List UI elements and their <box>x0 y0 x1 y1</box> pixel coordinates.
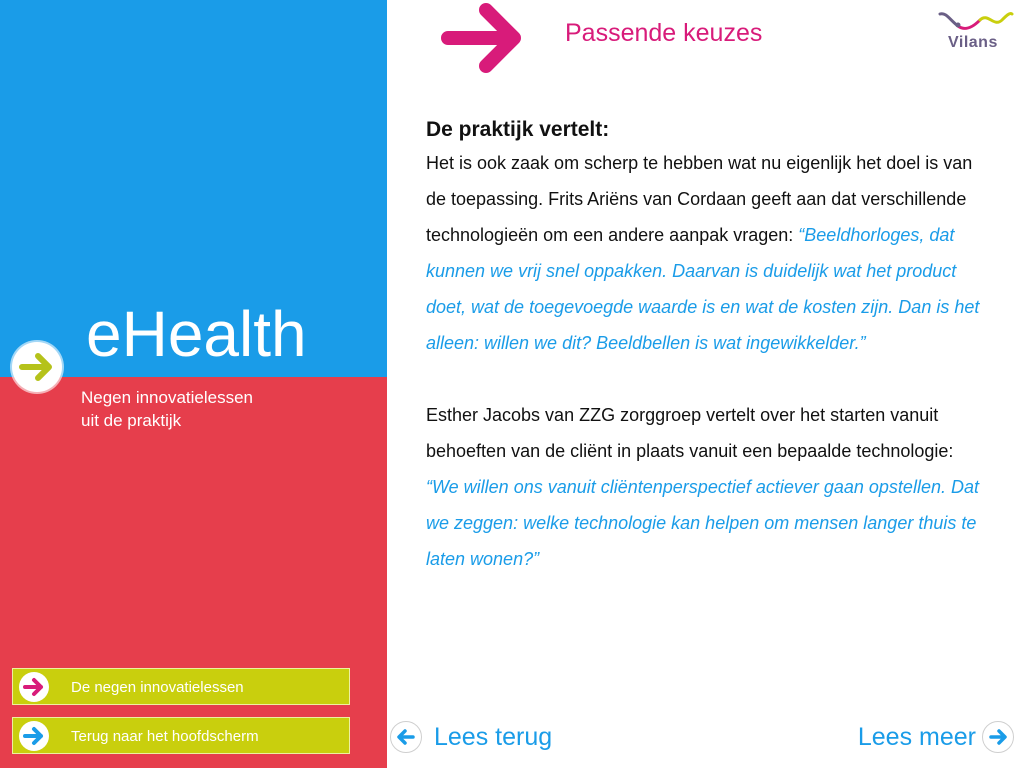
brand-subtitle-line2: uit de praktijk <box>81 411 182 430</box>
nav-innovation-lessons-button[interactable] <box>12 668 350 705</box>
arrow-left-icon <box>390 721 422 753</box>
green-arrow-right-icon <box>12 342 62 392</box>
page-title: Passende keuzes <box>565 19 763 47</box>
brand-subtitle-line1: Negen innovatielessen <box>81 388 254 407</box>
brand-title: eHealth <box>86 298 307 370</box>
nav-innovation-lessons-label: De negen innovatielessen <box>71 679 244 696</box>
read-more-button[interactable] <box>858 719 1014 754</box>
read-more-label: Lees meer <box>857 723 976 752</box>
sidebar-bottom-panel <box>0 377 387 768</box>
paragraph-1-text: Het is ook zaak om scherp te hebben wat nu eigenlijk het doel is van de toepassing. Frits Ariëns van Cordaan geeft aan dat verschillende technologieën om een andere aanpak vragen: <box>426 153 973 245</box>
nav-home-button[interactable] <box>12 717 350 754</box>
article-paragraph-1 <box>426 145 986 361</box>
paragraph-2-text: Esther Jacobs van ZZG zorggroep vertelt over het starten vanuit behoeften van de cliënt in plaats vanuit een bepaalde technologie: <box>426 405 954 461</box>
brand-subtitle <box>81 386 311 432</box>
read-back-label: Lees terug <box>434 723 553 752</box>
logo-text: Vilans <box>948 34 998 51</box>
blue-arrow-right-icon <box>19 721 49 751</box>
read-back-button[interactable] <box>390 719 552 754</box>
pink-arrow-decoration-icon <box>440 2 528 74</box>
article-heading: De praktijk vertelt: <box>426 118 610 141</box>
article <box>426 115 986 577</box>
quote-frits: “Beeldhorloges, dat kunnen we vrij snel oppakken. Daarvan is duidelijk wat het product doet, wat de toegevoegde waarde is en wat de kosten zijn. Dan is het alleen: willen we dit? Beeldbellen is wat ingewikkelder.” <box>426 225 980 353</box>
arrow-right-icon <box>982 721 1014 753</box>
quote-esther: “We willen ons vanuit cliëntenperspectief actiever gaan opstellen. Dat we zeggen: welke technologie kan helpen om mensen langer thuis te laten wonen?” <box>426 477 979 569</box>
article-paragraph-2 <box>426 397 986 577</box>
pink-arrow-right-icon <box>19 672 49 702</box>
paragraph-spacer <box>426 361 986 397</box>
nav-home-label: Terug naar het hoofdscherm <box>71 728 259 745</box>
